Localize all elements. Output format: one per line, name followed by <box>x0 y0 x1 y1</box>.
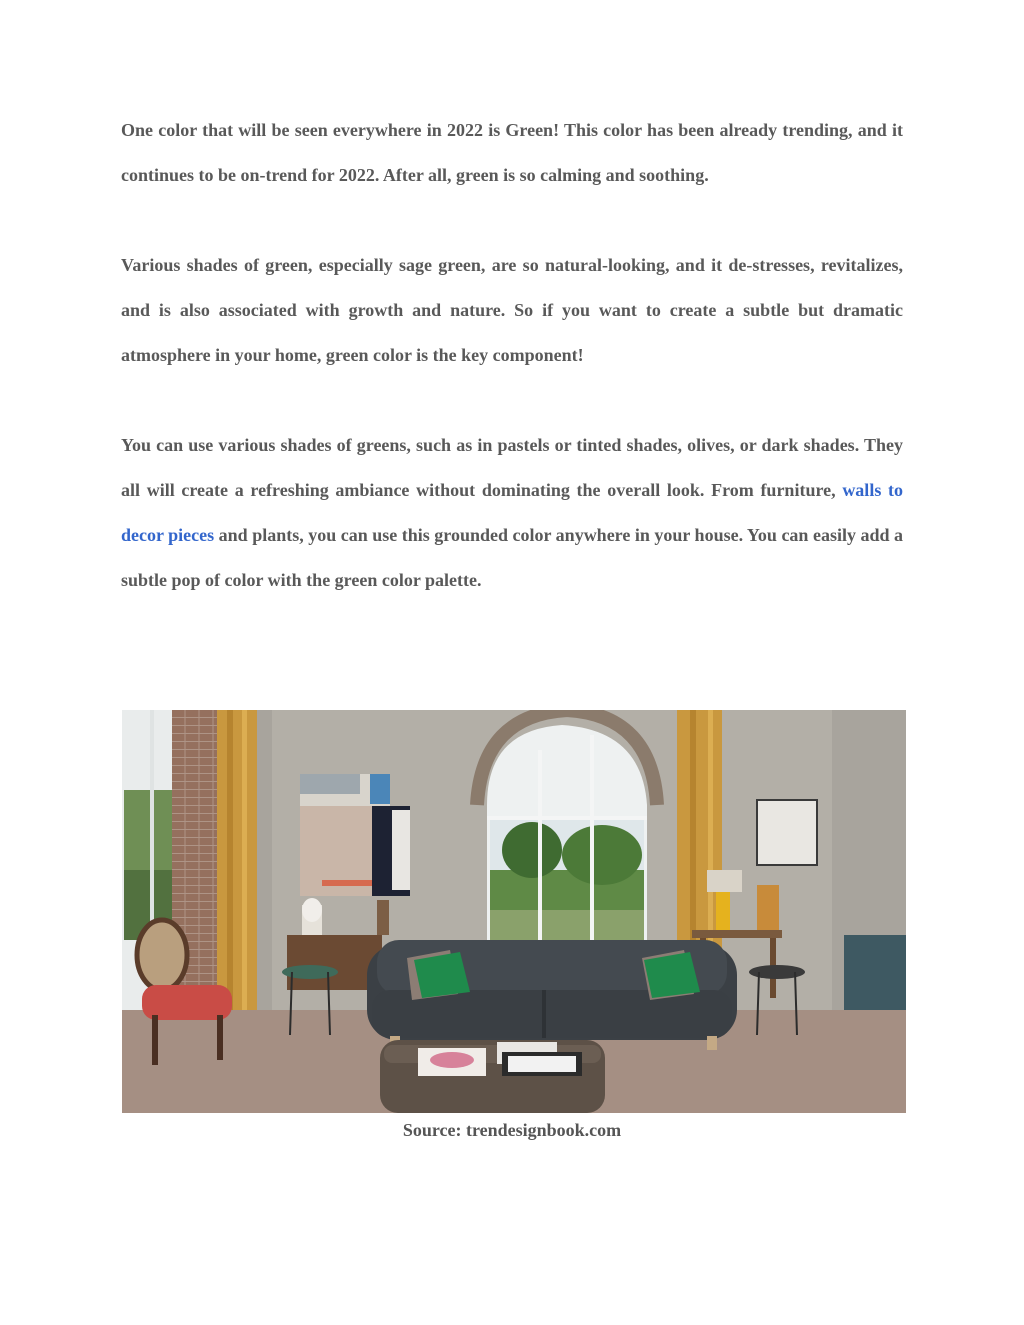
article-body <box>121 108 903 648</box>
image-caption: Source: trendesignbook.com <box>402 1120 622 1140</box>
paragraph-shades <box>121 423 903 603</box>
paragraph-shades-after: and plants, you can use this grounded color anywhere in your house. You can easily add a subtle pop of color with the green color palette. <box>121 525 903 590</box>
paragraph-shades-before: You can use various shades of greens, such as in pastels or tinted shades, olives, or dark shades. They all will create a refreshing ambiance without dominating the overall look. From furniture, <box>121 435 903 500</box>
paragraph-intro: One color that will be seen everywhere in 2022 is Green! This color has been already trending, and it continues to be on-trend for 2022. After all, green is so calming and soothing. <box>121 120 903 185</box>
walls-to-decor-link[interactable]: walls to decor pieces <box>121 480 904 545</box>
living-room-photo <box>122 710 906 1113</box>
paragraph-sage-green: Various shades of green, especially sage green, are so natural-looking, and it de-stresses, revitalizes, and is also associated with growth and nature. So if you want to create a subtle but dramatic atmosphere in your home, green color is the key component! <box>121 255 903 365</box>
